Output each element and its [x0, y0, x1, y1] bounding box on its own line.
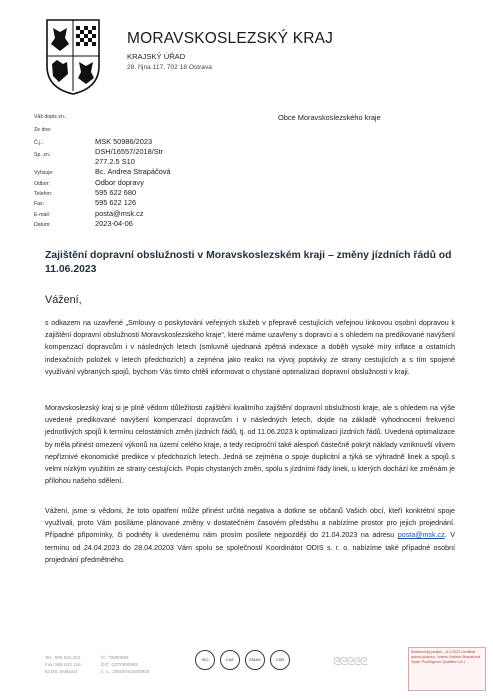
paragraph-3-text-end: . V termínu od 24.04.2023 do 28.04.20203 Vám spolu se společností Koordinátor ODIS s. r. o. nabízíme také případné osobní projednání předmětného. [45, 531, 455, 564]
paragraph-3 [45, 505, 455, 566]
meta-phone: 595 622 680 [95, 188, 137, 197]
recipient: Obce Moravskoslezského kraje [278, 113, 381, 122]
paragraph-3-text: Vážení, jsme si vědomi, že toto opatření může přinést určitá negativa a dotkne se občanů Vašich obcí, kteří konkrétní spoje využívali, proto Vám posíláme plánované změny v dostatečném časovém předstihu a nabízíme prostor pro jejich projednání. Případné připomínky, či podněty k uvedenému nám prosím posílete nejpozději do 21.04.2023 na adresu [45, 507, 455, 540]
caf-cert-icon: CAF [220, 650, 240, 670]
footer-bank-account: č. ú.: 1650676349/0800 [101, 669, 150, 674]
salutation: Vážení, [45, 294, 82, 306]
meta-label: Fax: [34, 201, 45, 207]
meta-label: E-mail: [34, 212, 51, 218]
meta-email: posta@msk.cz [95, 209, 144, 218]
meta-label: Č.j.: [34, 140, 44, 146]
meta-label: Váš dopis zn.: [34, 114, 67, 120]
meta-label: Sp. zn.: [34, 152, 52, 158]
organization-department: KRAJSKÝ ÚŘAD [127, 52, 186, 61]
footer-dic: DIČ: CZ70890692 [101, 662, 139, 667]
paragraph-2: Moravskoslezský kraj si je plně vědom důležitosti zajištění kvalitního zajištění dopravní obslužnosti kraje, ale s ohledem na výše uvedené predikované navýšení kompenzací dopravcům i v následných letech, dojde na základě vyhodnocení frekvencí jednotlivých spojů k termínu celostátních změn jízdních řádů, tj. od 11.06.2023 k optimalizaci jízdních řádů. Uvedená optimalizace by měla přinést omezení výkonů na území celého kraje, a tedy reciproční také alespoň částečně pokrýt náklady vzniknuvší vlivem nepříznivé ekonomické predikce v předchozích letech. Jedná se zejména o spoje duplicitní a týká se výhradně linek a spojů s velmi nízkým využitím ze strany cestujících. Popis chystaných změn, spolu s jízdními řády linek, u kterých dochází ke změnám je přílohou našeho sdělení. [45, 404, 455, 486]
meta-label: Telefon: [34, 191, 53, 197]
meta-label: Odbor: [34, 181, 50, 187]
iso-cert-icon: ISO [195, 650, 215, 670]
emas-cert-icon: EMAS [245, 650, 265, 670]
meta-label: Datum: [34, 222, 51, 228]
meta-label: Ze dne: [34, 127, 52, 133]
footer-data-box: ID DS: 8x6bxsd [45, 669, 77, 674]
footer-fax: Fax: 595 622 126 [45, 662, 81, 667]
decorative-waves-icon: ᘓᘓᘓᘓᘓ [333, 656, 367, 668]
meta-department: Odbor dopravy [95, 178, 144, 187]
letter-subject: Zajištění dopravní obslužnosti v Moravskoslezském kraji – změny jízdních řádů od 11.06.2023 [45, 250, 452, 275]
meta-reference-number: MSK 50986/2023 [95, 137, 153, 146]
coat-of-arms-icon [45, 18, 101, 96]
csr-cert-icon: CSR [270, 650, 290, 670]
paragraph-1: s odkazem na uzavřené „Smlouvy o poskytování veřejných služeb v přepravě cestujících veřejnou linkovou osobní dopravou k zajištění dopravní obslužnosti Moravskoslezského kraje“, které máme uzavřeny s dopravci a s ohledem na predikované navýšení kompenzací dopravcům i v následných letech (smluvně ujednaná zpětná indexace a doběh vysoké míry inflace a ostatních indexačních položek v letech předchozích) a zejména jako reakci na vývoj poptávky ze strany cestujících a s tím spojené využívání vybraných spojů, bychom Vás tímto chtěli informovat o chystané optimalizaci dopravní obslužnosti v kraji. [45, 319, 455, 376]
organization-address: 28. října 117, 702 18 Ostrava [127, 64, 212, 71]
footer-contacts [45, 654, 149, 675]
certification-logos [195, 648, 295, 670]
footer-phone: Tel.: 595 622 222 [45, 655, 81, 660]
email-link[interactable]: posta@msk.cz [397, 531, 445, 540]
electronic-signature-stamp: Elektronický podpis – 6.4.2023 Certifikát autora podpisu: Jméno: Andrea Strapáčová Vydal: PostSignum Qualified CA 4 [408, 647, 486, 691]
meta-file-code: 277.2.5 S10 [95, 157, 135, 166]
meta-fax: 595 622 126 [95, 198, 137, 207]
meta-label: Vyřizuje: [34, 170, 54, 176]
organization-name: MORAVSKOSLEZSKÝ KRAJ [127, 30, 334, 47]
meta-file-number: DSH/16557/2018/Str [95, 147, 164, 156]
meta-date: 2023-04-06 [95, 219, 133, 228]
footer-ic: IČ: 70890692 [101, 655, 129, 660]
meta-handler: Bc. Andrea Strapáčová [95, 167, 171, 176]
